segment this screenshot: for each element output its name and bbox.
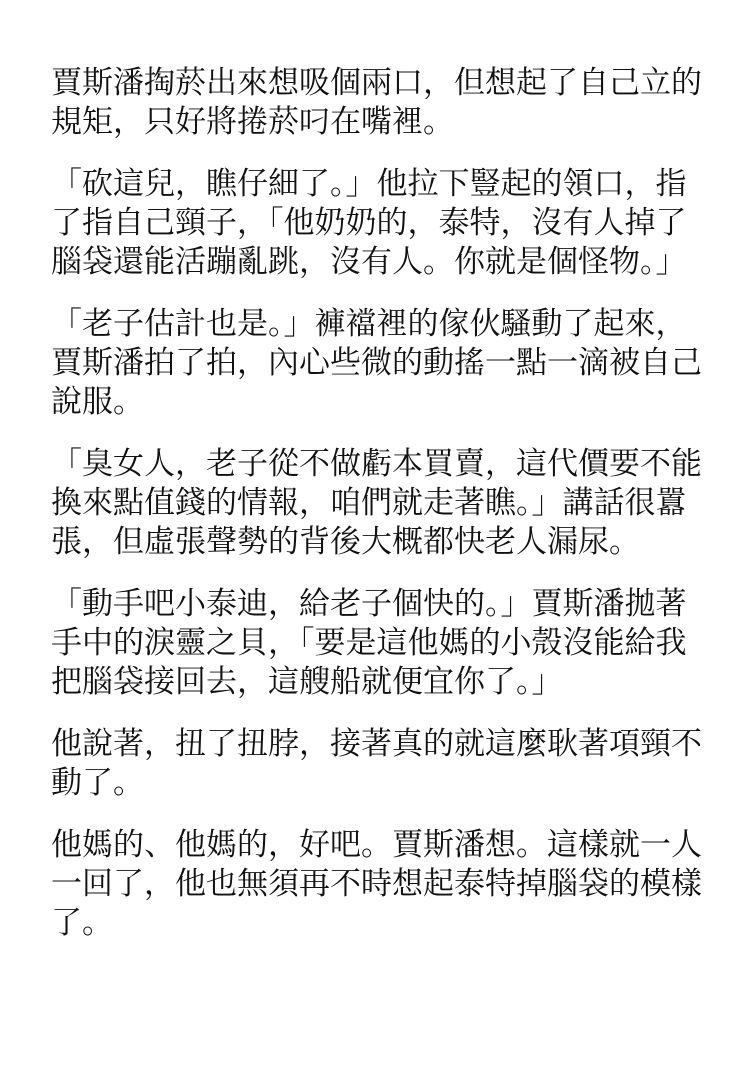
paragraph	[51, 725, 702, 803]
text-line: 「老子估計也是。」褲襠裡的傢伙騷動了起來，	[51, 306, 687, 342]
text-line: 了。	[51, 905, 113, 941]
story-text-body	[51, 64, 702, 966]
text-line: 他說著，扭了扭脖，接著真的就這麼耿著項頸不	[51, 726, 702, 762]
text-line: 規矩，只好將捲菸叼在嘴裡。	[51, 104, 454, 140]
text-line: 「動手吧小泰迪，給老子個快的。」賈斯潘拋著	[51, 586, 687, 622]
text-line: 一回了，他也無須再不時想起泰特掉腦袋的模樣	[51, 866, 702, 902]
paragraph	[51, 165, 691, 282]
text-line: 賈斯潘拍了拍，內心些微的動搖一點一滴被自己	[51, 345, 702, 381]
text-line: 手中的淚靈之貝，「要是這他媽的小殼沒能給我	[51, 625, 687, 661]
text-line: 說服。	[51, 384, 144, 420]
paragraph	[51, 305, 702, 422]
text-line: 張，但虛張聲勢的背後大概都快老人漏尿。	[51, 524, 640, 560]
text-line: 「砍這兒，瞧仔細了。」他拉下豎起的領口，指	[51, 166, 687, 202]
paragraph	[51, 445, 702, 562]
text-line: 他媽的、他媽的，好吧。賈斯潘想。這樣就一人	[51, 827, 702, 863]
paragraph	[51, 64, 702, 142]
text-line: 賈斯潘掏菸出來想吸個兩口，但想起了自己立的	[51, 65, 702, 101]
text-line: 換來點值錢的情報，咱們就走著瞧。」講話很囂	[51, 485, 687, 521]
paragraph	[51, 585, 691, 702]
text-line: 了指自己頸子，「他奶奶的，泰特，沒有人掉了	[51, 205, 687, 241]
text-line: 「臭女人，老子從不做虧本買賣，這代價要不能	[51, 446, 702, 482]
paragraph	[51, 826, 702, 943]
text-line: 腦袋還能活蹦亂跳，沒有人。你就是個怪物。」	[51, 244, 687, 280]
text-line: 動了。	[51, 765, 144, 801]
text-line: 把腦袋接回去，這艘船就便宜你了。」	[51, 664, 563, 700]
